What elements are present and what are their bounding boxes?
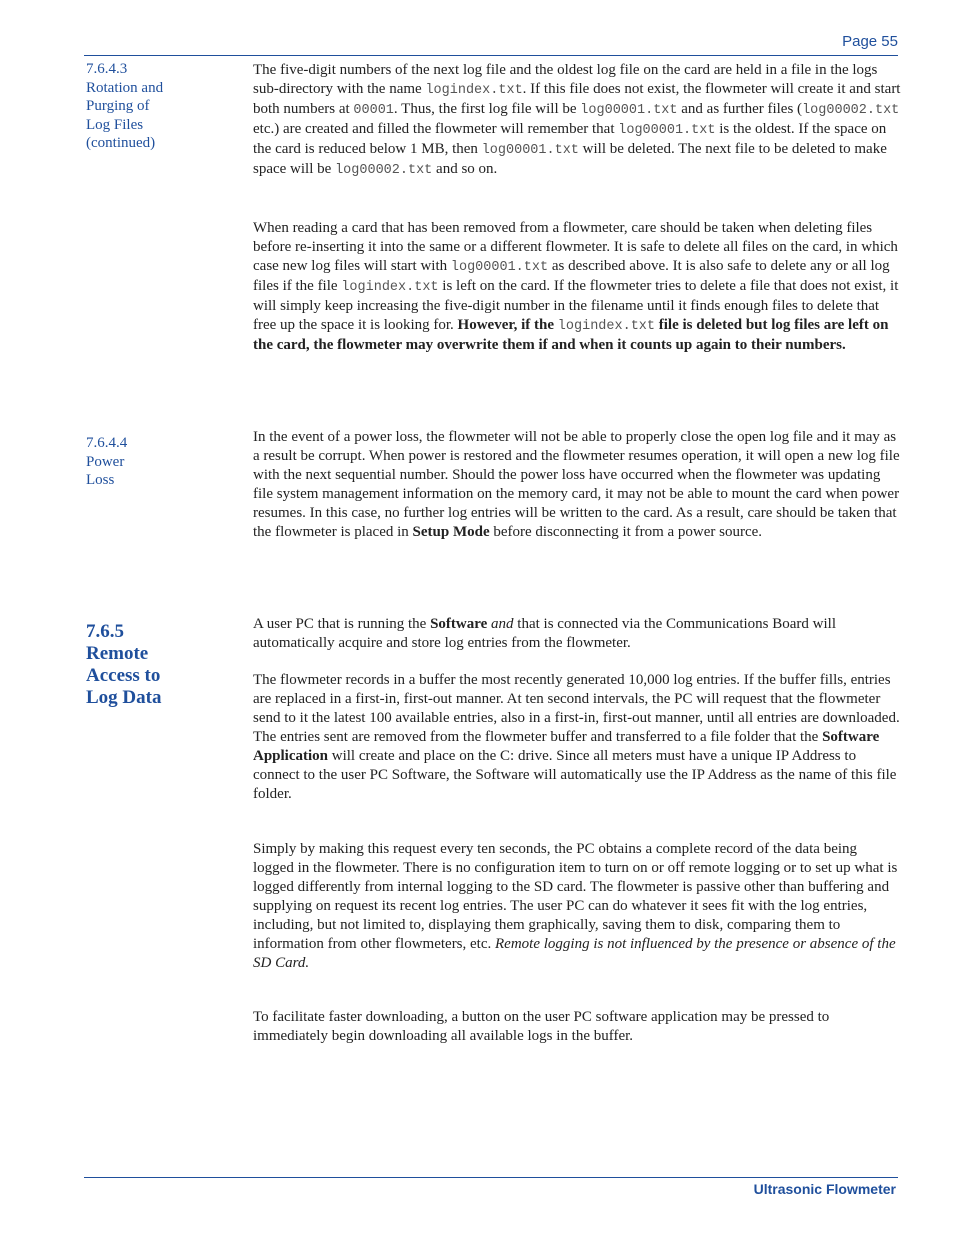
text: Simply by making this request every ten seconds, the PC obtains a complete record of the data being logged in the flowmeter. There is no configuration item to turn on or off remote logging or to set up what is logged differently from internal logging to the SD card. The flowmeter is passive other than buffering and supplying on request its recent log entries. The user PC can do whatever it sees fit with the log entries, including, but not limited to, displaying them graphically, saving them to disk, comparing them to information from other flowmeters, etc.: [253, 841, 898, 952]
text: When reading a card that has been removed from a flowmeter, care should be taken when deleting files before re-inserting it into the same or a different flowmeter. It is safe to delete all files on the card, in which case new log files will start with: [253, 220, 898, 274]
paragraph-power-loss: [253, 428, 901, 542]
heading-line: Rotation and: [86, 79, 164, 96]
heading-line: Loss: [86, 472, 115, 489]
heading-line: Log Files: [86, 116, 144, 133]
italic-text: and: [491, 616, 514, 632]
bold-text: file is deleted but log files are left on the card, the flowmeter may overwrite them if and when it counts up again to their numbers.: [253, 317, 889, 353]
header-rule: [84, 55, 898, 56]
code-text: log00001.txt: [618, 123, 716, 138]
footer-rule: [84, 1177, 898, 1178]
heading-line: 7.6.4.4: [86, 435, 128, 451]
text: that is connected via the Communications Board will automatically acquire and store log entries from the flowmeter.: [253, 616, 836, 651]
bold-text: Setup Mode: [412, 524, 490, 540]
code-text: log00001.txt: [450, 260, 549, 275]
heading-line: 7.6.4.3: [86, 61, 128, 77]
bold-text: However, if the: [457, 317, 555, 333]
section-heading-7-6-4-3: [86, 60, 163, 153]
heading-line: Power: [86, 453, 125, 470]
text: is the oldest. If the space on the card is reduced below 1 MB, then: [253, 121, 887, 157]
footer-title: Ultrasonic Flowmeter: [753, 1181, 896, 1197]
paragraph-remote-logging: [253, 840, 901, 973]
heading-line: (continued): [86, 135, 156, 152]
text: The flowmeter records in a buffer the most recently generated 10,000 log entries. If the buffer fills, entries are replaced in a first-in, first-out manner. At ten second intervals, the PC will request that the flowmeter send to it the latest 100 available entries, also in a first-in, first-out manner, until all entries are downloaded. The entries sent are removed from the flowmeter buffer and transferred to a file folder that the: [253, 672, 900, 745]
text: To facilitate faster downloading, a button on the user PC software application may be pressed to immediately begin downloading all available logs in the buffer.: [253, 1009, 830, 1044]
code-text: 00001: [353, 103, 394, 118]
text: will be deleted. The next file to be deleted to make space will be: [253, 141, 887, 177]
text: In the event of a power loss, the flowmeter will not be able to properly close the open log file and it may as a result be corrupt. When power is restored and the flowmeter resumes operation, it will open a new log file with the next sequential number. Should the power loss have occurred when the flowmeter was updating file system management information on the memory card, it may not be able to mount the card when power resumes. In this case, no further log entries will be written to the card. As a result, care should be taken that the flowmeter is placed in: [253, 429, 900, 540]
text: The five-digit numbers of the next log file and the oldest log file on the card are held in a file in the logs sub-directory with the name: [253, 62, 878, 97]
code-text: logindex.txt: [557, 319, 656, 334]
code-text: log00002.txt: [802, 103, 900, 118]
heading-line: Access to: [86, 665, 161, 686]
bold-text: Software: [430, 616, 488, 632]
paragraph-card-deletion: [253, 219, 901, 355]
text: and so on.: [432, 161, 498, 177]
text: and as further files (: [677, 101, 803, 117]
code-text: log00002.txt: [335, 163, 433, 178]
italic-text: Remote logging is not influenced by the presence or absence of the SD Card.: [253, 936, 896, 971]
code-text: log00001.txt: [580, 103, 678, 118]
heading-line: Purging of: [86, 98, 150, 115]
text: is left on the card. If the flowmeter tries to delete a file that does not exist, it will simply keep increasing the five-digit number in the filename until it finds enough files to delete that free up the space it is looking for.: [253, 278, 899, 333]
heading-line: Remote: [86, 643, 149, 664]
paragraph-log-file-numbers: [253, 61, 901, 180]
text: . If this file does not exist, the flowmeter will create it and start both numbers at: [253, 81, 901, 117]
section-heading-7-6-5: [86, 621, 161, 709]
paragraph-user-pc: [253, 615, 901, 653]
heading-line: 7.6.5: [86, 621, 124, 642]
text: before disconnecting it from a power source.: [489, 524, 763, 540]
page-number: Page 55: [842, 33, 898, 50]
text: as described above. It is also safe to delete any or all log files if the file: [253, 258, 890, 294]
bold-text: Software Application: [253, 729, 880, 764]
text: A user PC that is running the: [253, 616, 431, 632]
text: will create and place on the C: drive. Since all meters must have a unique IP Address to connect to the user PC Software, the Software will automatically use the IP Address as the name of this file folder.: [253, 748, 897, 802]
code-text: logindex.txt: [425, 83, 523, 98]
paragraph-buffer: [253, 671, 901, 804]
text: . Thus, the first log file will be: [393, 101, 581, 117]
text: etc.) are created and filled the flowmeter will remember that: [253, 121, 619, 137]
code-text: log00001.txt: [481, 143, 579, 158]
section-heading-7-6-4-4: [86, 434, 127, 490]
code-text: logindex.txt: [341, 280, 439, 295]
paragraph-faster-downloading: [253, 1008, 901, 1046]
heading-line: Log Data: [86, 687, 162, 708]
